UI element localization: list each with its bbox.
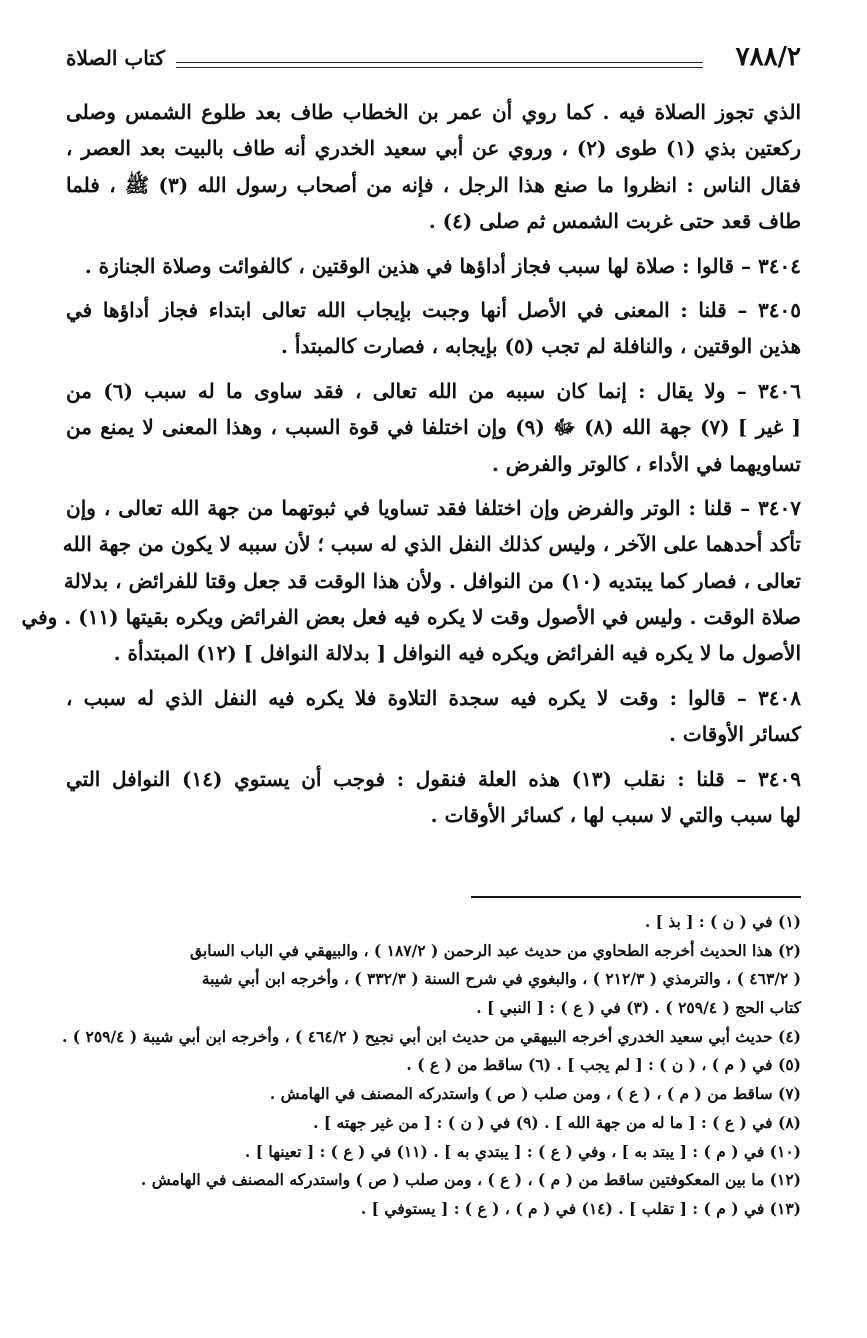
footnote: (١) في ( ن ) : [ بذ ] . (644, 912, 801, 931)
text-line: تساويهما في الأداء ، كالوتر والفرض . (491, 451, 801, 476)
footnote: (١٠) في ( م ) : [ يبتد به ] ، وفي ( ع ) : [ يبتدي به ] . (١١) في ( ع ) : [ تعينها ] . (244, 1141, 801, 1161)
footnote: ( ٤٦٣/٢ ) ، والترمذي ( ٢١٢/٣ ) ، والبغوي في شرح السنة ( ٣٣٢/٣ ) ، وأخرجه ابن أبي شيبة (201, 969, 801, 989)
text-line: ركعتين بذي (١) طوى (٢) ، وروي عن أبي سعيد الخدري أنه طاف بالبيت بعد العصر ، (66, 136, 801, 161)
text-line: ٣٤٠٦ – ولا يقال : إنما كان سببه من الله تعالى ، فقد ساوى ما له سبب (٦) من (66, 378, 801, 403)
footnote-separator (471, 896, 801, 898)
main-text (21, 94, 801, 833)
text-line: فقال الناس : انظروا ما صنع هذا الرجل ، فإنه من أصحاب رسول الله (٣) ﷺ ، فلما (66, 172, 801, 197)
text-line: ٣٤٠٨ – قالوا : وقت لا يكره فيه سجدة التلاوة فلا يكره فيه النفل الذي له سبب ، (66, 685, 801, 710)
text-line: ٣٤٠٤ – قالوا : صلاة لها سبب فجاز أداؤها في هذين الوقتين ، كالفوائت وصلاة الجنازة . (84, 253, 801, 278)
text-line: ٣٤٠٩ – قلنا : نقلب (١٣) هذه العلة فنقول : فوجب أن يستوي (١٤) النوافل التي (66, 766, 801, 791)
text-line: الذي تجوز الصلاة فيه . كما روي أن عمر بن الخطاب طاف بعد طلوع الشمس وصلى (66, 100, 801, 124)
footnote: (٧) ساقط من ( م ) ، ( ع ) ، ومن صلب ( ص ) واستدركه المصنف في الهامش . (269, 1084, 801, 1104)
footnote: (١٣) في ( م ) : [ تقلب ] . (١٤) في ( م ) ، ( ع ) : [ يستوفي ] . (360, 1198, 801, 1218)
footnote: (٤) حديث أبي سعيد الخدري أخرجه البيهقي من حديث ابن أبي نجيح ( ٤٦٤/٢ ) ، وأخرجه ابن أبي شيبة ( ٢٥٩/٤ ) . (61, 1026, 801, 1046)
text-line: تعالى ، فصار كما يبتديه (١٠) من النوافل . ولأن هذا الوقت قد جعل وقتا للفرائض ، بدلالة (63, 568, 801, 593)
text-line: طاف قعد حتى غربت الشمس ثم صلى (٤) . (428, 209, 801, 234)
text-line: ٣٤٠٥ – قلنا : المعنى في الأصل أنها وجبت بإيجاب الله تعالى ابتداء فجاز أداؤها في (66, 297, 801, 322)
footnote: كتاب الحج ( ٢٥٩/٤ ) . (٣) في ( ع ) : [ النبي ] . (476, 998, 801, 1018)
text-line: [ غير ] (٧) جهة الله (٨) ﷻ (٩) وإن اختلفا في قوة السبب ، وهذا المعنى لا يمنع من (66, 415, 801, 440)
footnote: (٥) في ( م ) ، ( ن ) : [ لم يجب ] . (٦) ساقط من ( ع ) . (406, 1055, 801, 1075)
footnote: (٢) هذا الحديث أخرجه الطحاوي من حديث عبد الرحمن ( ١٨٧/٢ ) ، والبيهقي في الباب السابق (189, 940, 801, 960)
running-title: كتاب الصلاة (66, 46, 165, 70)
header-rule (176, 62, 703, 63)
text-line: لها سبب والتي لا سبب لها ، كسائر الأوقات . (430, 803, 801, 828)
footnote: (١٢) ما بين المعكوفتين ساقط من ( م ) ، ( ع ) ، ومن صلب ( ص ) واستدركه المصنف في الهامش . (140, 1170, 801, 1190)
header-rule (176, 67, 703, 68)
text-line: كسائر الأوقات . (668, 722, 801, 747)
footnote: (٨) في ( ع ) : [ ما له من جهة الله ] . (٩) في ( ن ) : [ من غير جهته ] . (313, 1112, 801, 1132)
page-number: ٧٨٨/٢ (735, 42, 801, 72)
text-line: تأكد أحدهما على الآخر ، وليس كذلك النفل الذي له سبب ؛ لأن سببه لا يكون من جهة الله (62, 532, 801, 557)
text-line: هذين الوقتين ، والنافلة لم تجب (٥) بإيجابه ، فصارت كالمبتدأ . (280, 334, 801, 359)
text-line: صلاة الوقت . وليس في الأصول وقت لا يكره فيه فعل بعض الفرائض ويكره بقيتها (١١) . وفي (21, 605, 801, 630)
footnotes (61, 908, 801, 1224)
text-line: الأصول ما لا يكره فيه الفرائض ويكره فيه النوافل [ بدلالة النوافل ] (١٢) المبتدأة . (113, 641, 801, 666)
page-header (66, 40, 801, 82)
text-line: ٣٤٠٧ – قلنا : الوتر والفرض وإن اختلفا فقد تساويا في ثبوتهما من جهة الله تعالى ، وإن (66, 495, 801, 520)
